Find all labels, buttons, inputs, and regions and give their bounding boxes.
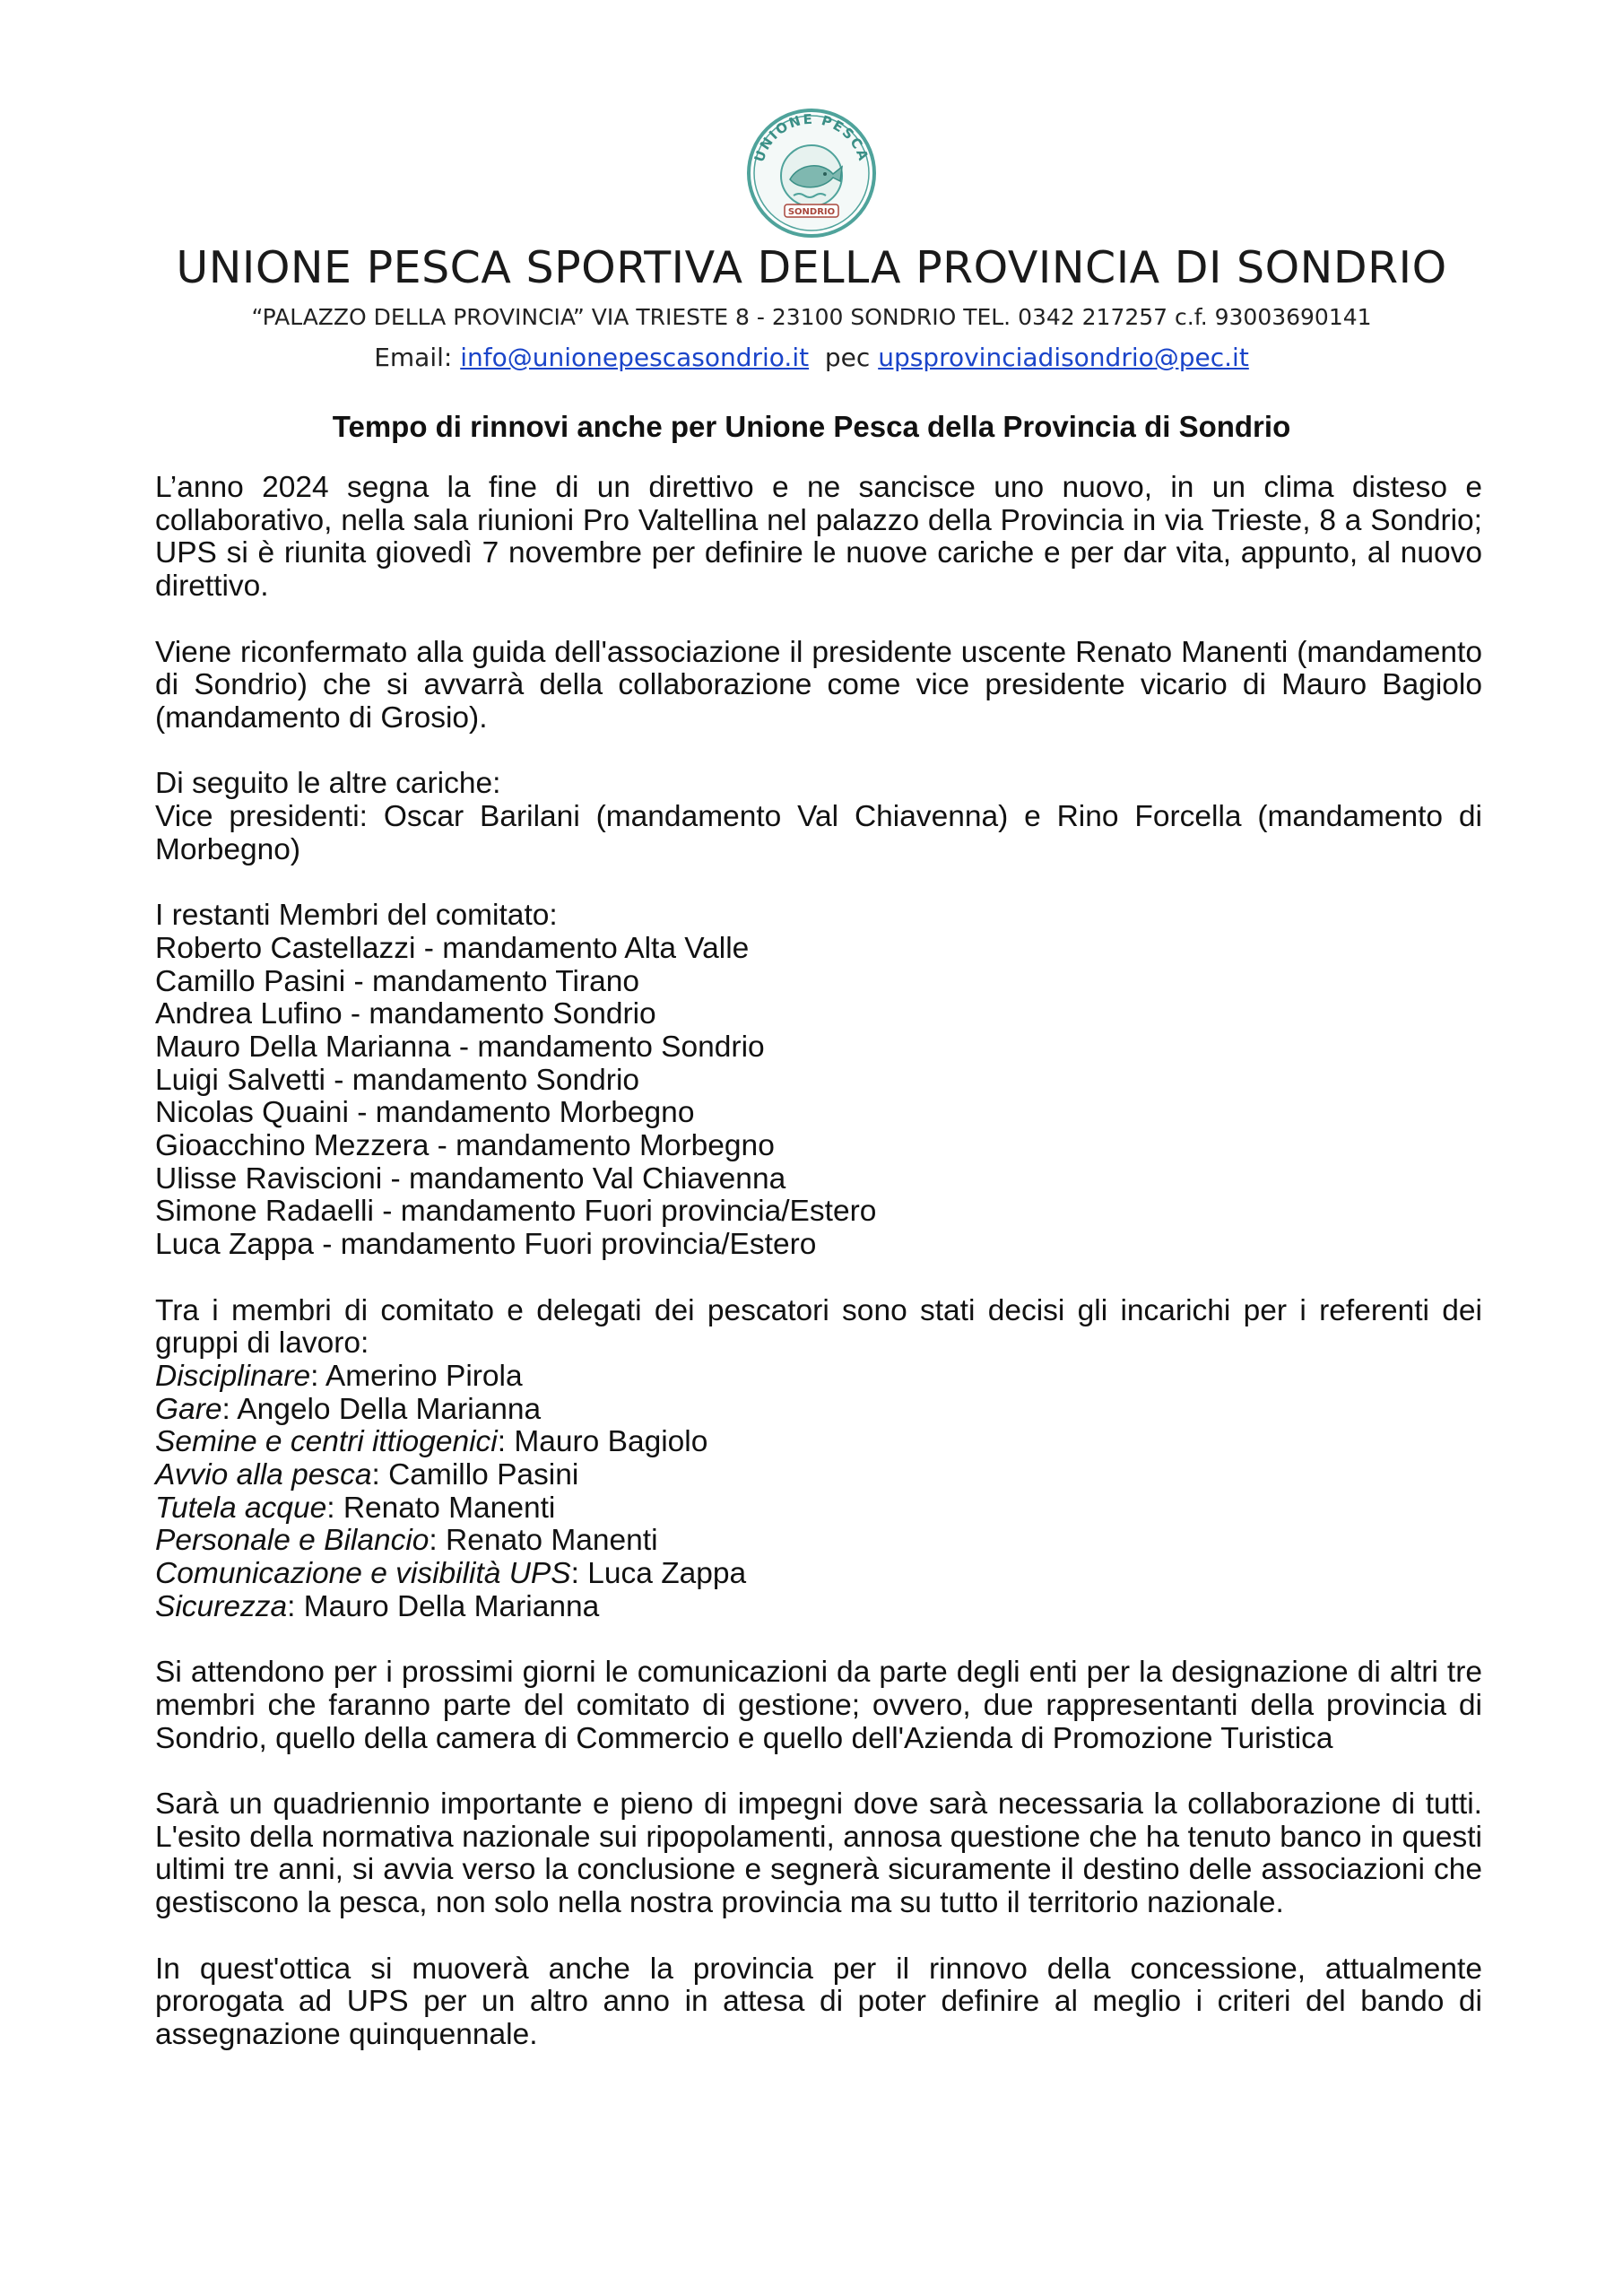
committee-intro: I restanti Membri del comitato: xyxy=(155,899,558,933)
working-group-name: Semine e centri ittiogenici xyxy=(155,1425,498,1459)
working-group-referent: : Angelo Della Marianna xyxy=(221,1392,542,1426)
paragraph-president: Viene riconfermato alla guida dell'associazione il presidente uscente Renato Manenti (mandamento di Sondrio) che si avvarrà della collaborazione come vice presidente vicario di Mauro Bagiolo (mandamento di Grosio). xyxy=(155,635,1482,735)
committee-member: Gioacchino Mezzera - mandamento Morbegno xyxy=(155,1129,775,1163)
working-group-referent: : Amerino Pirola xyxy=(310,1359,523,1393)
working-groups-intro: Tra i membri di comitato e delegati dei pescatori sono stati decisi gli incarichi per i referenti dei gruppi di lavoro: xyxy=(155,1293,1482,1361)
working-group-name: Personale e Bilancio xyxy=(155,1524,430,1558)
working-group-item xyxy=(155,1591,1482,1624)
other-roles-section xyxy=(155,768,1482,866)
working-group-name: Avvio alla pesca xyxy=(155,1458,372,1492)
working-group-referent: : Camillo Pasini xyxy=(371,1458,579,1492)
organization-name: UNIONE PESCA SPORTIVA DELLA PROVINCIA DI SONDRIO xyxy=(176,242,1447,293)
paragraph-intro: L’anno 2024 segna la fine di un direttivo e ne sancisce uno nuovo, in un clima disteso e collaborativo, nella sala riunioni Pro Valtellina nel palazzo della Provincia in via Trieste, 8 a Sondrio; UPS si è riunita giovedì 7 novembre per definire le nuove cariche e per dar vita, appunto, al nuovo direttivo. xyxy=(155,471,1482,604)
working-group-name: Gare xyxy=(155,1392,222,1426)
working-group-name: Tutela acque xyxy=(155,1491,327,1525)
vice-presidents: Vice presidenti: Oscar Barilani (mandamento Val Chiavenna) e Rino Forcella (mandamento di Morbegno) xyxy=(155,800,1482,866)
committee-member: Simone Radaelli - mandamento Fuori provincia/Estero xyxy=(155,1195,877,1229)
committee-member: Nicolas Quaini - mandamento Morbegno xyxy=(155,1096,695,1130)
committee-member: Camillo Pasini - mandamento Tirano xyxy=(155,964,639,998)
working-group-name: Disciplinare xyxy=(155,1359,311,1393)
paragraph-concession: In quest'ottica si muoverà anche la provincia per il rinnovo della concessione, attualmente prorogata ad UPS per un altro anno in attesa di poter definire al meglio i criteri del bando di assegnazione quinquennale. xyxy=(155,1952,1482,2051)
unione-pesca-logo xyxy=(734,106,889,240)
email-link[interactable]: info@unionepescasondrio.it xyxy=(460,343,810,372)
article-title: Tempo di rinnovi anche per Unione Pesca della Provincia di Sondrio xyxy=(332,410,1291,443)
working-group-item xyxy=(155,1426,1482,1459)
working-group-item xyxy=(155,1525,1482,1558)
committee-member: Luca Zappa - mandamento Fuori provincia/Estero xyxy=(155,1228,817,1262)
committee-member: Ulisse Raviscioni - mandamento Val Chiavenna xyxy=(155,1161,786,1196)
committee-section xyxy=(155,900,1482,1262)
working-group-referent: : Mauro Bagiolo xyxy=(497,1425,708,1459)
working-group-name: Comunicazione e visibilità UPS xyxy=(155,1557,571,1591)
logo-ring-text-bottom: SONDRIO xyxy=(787,207,836,217)
pec-label: pec xyxy=(824,343,871,372)
committee-member: Luigi Salvetti - mandamento Sondrio xyxy=(155,1063,640,1097)
organization-contacts xyxy=(0,343,1623,372)
working-group-item xyxy=(155,1558,1482,1591)
working-group-item xyxy=(155,1394,1482,1427)
working-group-name: Sicurezza xyxy=(155,1589,288,1623)
committee-member: Roberto Castellazzi - mandamento Alta Valle xyxy=(155,931,750,965)
article-body xyxy=(155,472,1482,2084)
working-groups-section xyxy=(155,1295,1482,1624)
organization-address: “PALAZZO DELLA PROVINCIA” VIA TRIESTE 8 - 23100 SONDRIO TEL. 0342 217257 c.f. 93003690141 xyxy=(251,304,1372,330)
working-group-referent: : Renato Manenti xyxy=(429,1524,658,1558)
paragraph-four-year-term: Sarà un quadriennio importante e pieno di impegni dove sarà necessaria la collaborazione di tutti. L'esito della normativa nazionale sui ripopolamenti, annosa questione che ha tenuto banco in questi ultimi tre anni, si avvia verso la conclusione e segnerà sicuramente il destino delle associazioni che gestiscono la pesca, non solo nella nostra provincia ma su tutto il territorio nazionale. xyxy=(155,1787,1482,1920)
committee-member: Mauro Della Marianna - mandamento Sondrio xyxy=(155,1030,765,1064)
email-label: Email: xyxy=(374,343,453,372)
working-group-item xyxy=(155,1492,1482,1526)
paragraph-pending-appointments: Si attendono per i prossimi giorni le comunicazioni da parte degli enti per la designazione di altri tre membri che faranno parte del comitato di gestione; ovvero, due rappresentanti della provincia di Sondrio, quello della camera di Commercio e quello dell'Azienda di Promozione Turistica xyxy=(155,1656,1482,1755)
working-group-item xyxy=(155,1361,1482,1394)
logo-ring-text-top: UNIONE PESCA xyxy=(751,110,872,164)
working-group-item xyxy=(155,1459,1482,1492)
logo-emblem-icon xyxy=(734,106,889,240)
working-group-referent: : Renato Manenti xyxy=(326,1491,556,1525)
working-group-referent: : Luca Zappa xyxy=(570,1557,747,1591)
pec-link[interactable]: upsprovinciadisondrio@pec.it xyxy=(878,343,1249,372)
committee-member: Andrea Lufino - mandamento Sondrio xyxy=(155,997,656,1031)
working-group-referent: : Mauro Della Marianna xyxy=(287,1589,600,1623)
other-roles-intro: Di seguito le altre cariche: xyxy=(155,767,501,801)
